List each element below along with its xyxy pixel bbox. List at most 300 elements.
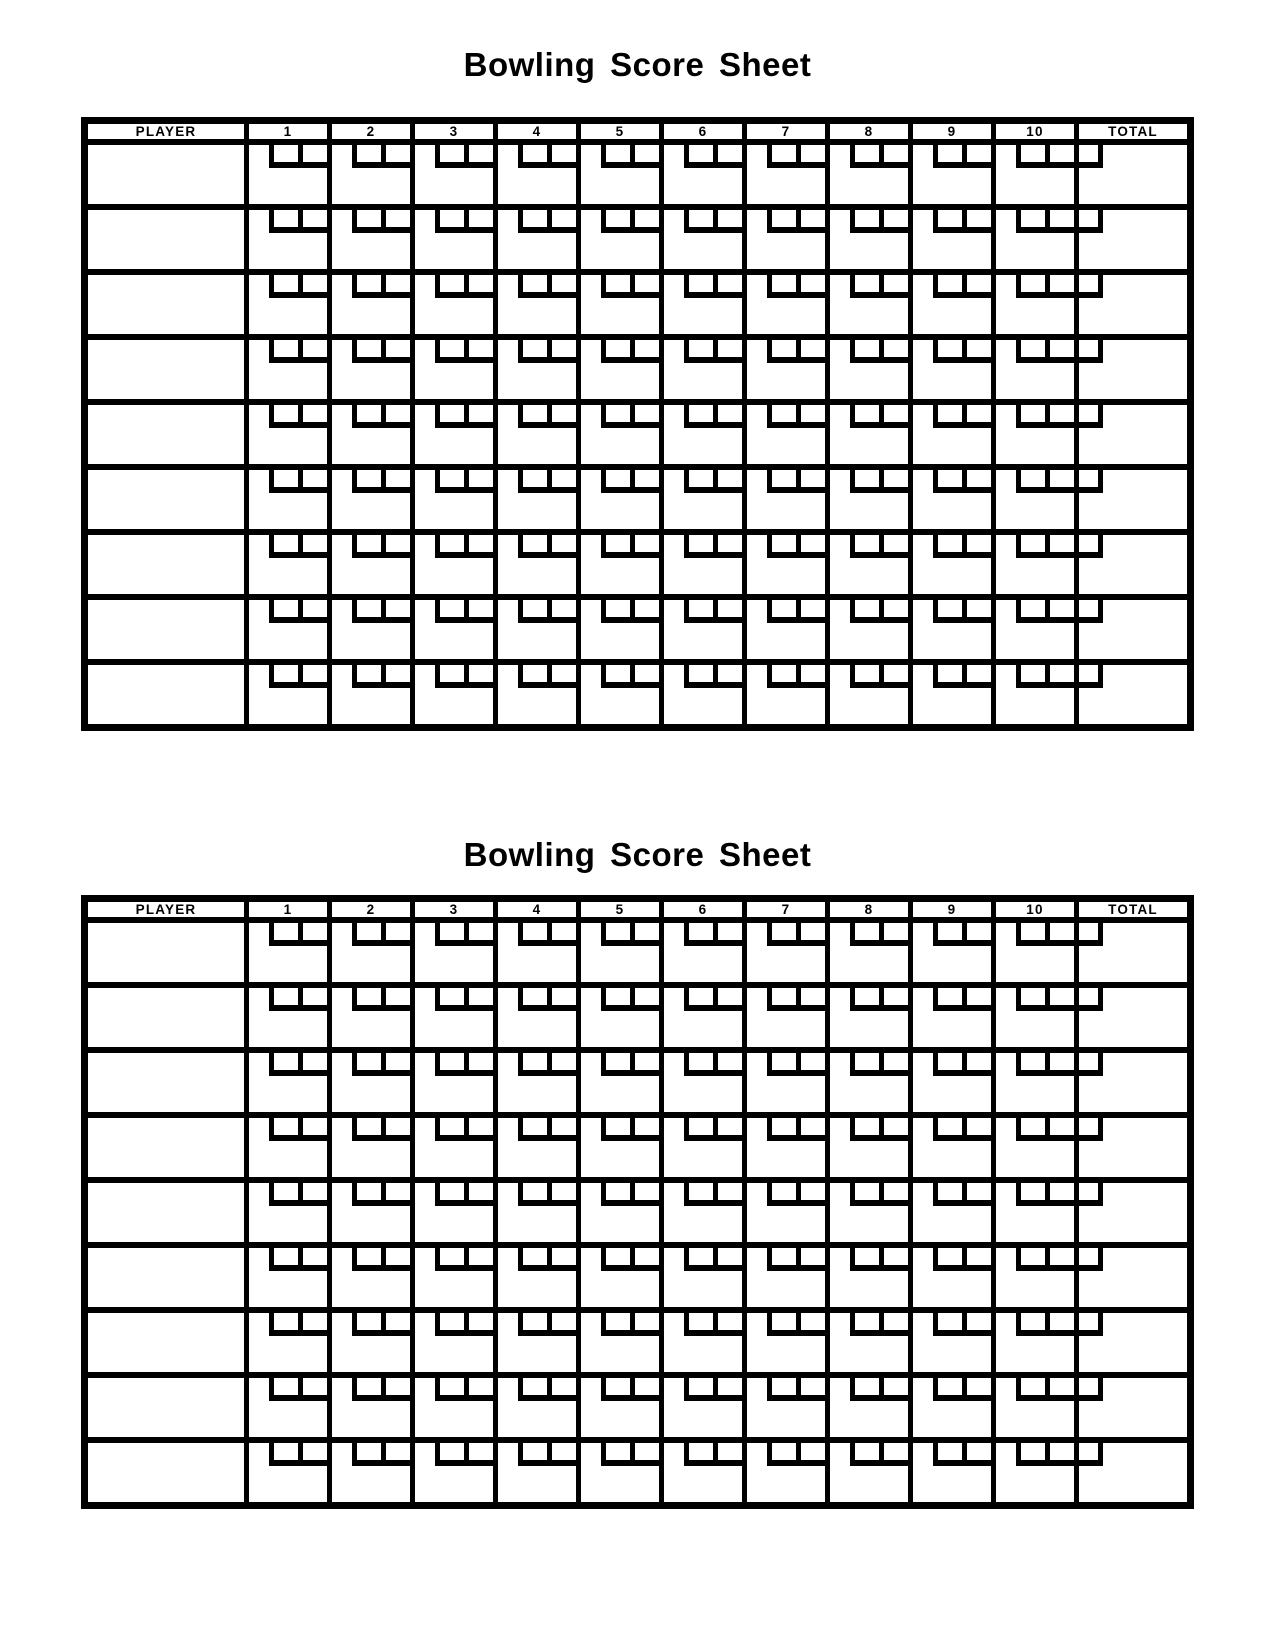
- frame-cell-6[interactable]: [662, 1180, 745, 1245]
- throw-box-1[interactable]: [1016, 405, 1045, 422]
- throw-box-2[interactable]: [464, 470, 493, 487]
- throw-box-2[interactable]: [381, 1313, 410, 1330]
- frame-cell-8[interactable]: [828, 1375, 911, 1440]
- throw-box-2[interactable]: [962, 988, 991, 1005]
- throw-box-1[interactable]: [767, 1313, 796, 1330]
- throw-box-1[interactable]: [269, 1443, 298, 1460]
- throw-box-2[interactable]: [1045, 210, 1074, 227]
- throw-box-2[interactable]: [713, 600, 742, 617]
- frame-cell-7[interactable]: [745, 272, 828, 337]
- frame-cell-4[interactable]: [496, 207, 579, 272]
- frame-cell-9[interactable]: [911, 662, 994, 728]
- frame-cell-8[interactable]: [828, 1050, 911, 1115]
- throw-box-1[interactable]: [1016, 923, 1045, 940]
- throw-box-2[interactable]: [464, 1053, 493, 1070]
- throw-box-2[interactable]: [1045, 1118, 1074, 1135]
- throw-box-2[interactable]: [630, 1313, 659, 1330]
- throw-box-1[interactable]: [850, 145, 879, 162]
- throw-box-2[interactable]: [962, 275, 991, 292]
- frame-cell-9[interactable]: [911, 1310, 994, 1375]
- frame-cell-1[interactable]: [247, 1310, 330, 1375]
- frame-cell-6[interactable]: [662, 1375, 745, 1440]
- frame-cell-5[interactable]: [579, 985, 662, 1050]
- throw-box-2[interactable]: [381, 1378, 410, 1395]
- throw-box-2[interactable]: [962, 923, 991, 940]
- frame-cell-3[interactable]: [413, 1180, 496, 1245]
- throw-box-1[interactable]: [435, 1183, 464, 1200]
- throw-box-2[interactable]: [547, 1118, 576, 1135]
- throw-box-2[interactable]: [630, 923, 659, 940]
- throw-box-1[interactable]: [684, 988, 713, 1005]
- frame-cell-7[interactable]: [745, 1050, 828, 1115]
- throw-box-1[interactable]: [269, 1248, 298, 1265]
- throw-box-1[interactable]: [767, 470, 796, 487]
- throw-box-1[interactable]: [352, 275, 381, 292]
- throw-box-1[interactable]: [269, 600, 298, 617]
- total-pin-box[interactable]: [1079, 1313, 1103, 1336]
- frame-cell-7[interactable]: [745, 142, 828, 207]
- total-pin-box[interactable]: [1079, 405, 1103, 428]
- throw-box-1[interactable]: [518, 275, 547, 292]
- player-name-cell[interactable]: [85, 337, 247, 402]
- throw-box-2[interactable]: [381, 1183, 410, 1200]
- throw-box-2[interactable]: [796, 600, 825, 617]
- player-name-cell[interactable]: [85, 1050, 247, 1115]
- frame-cell-10[interactable]: [994, 467, 1077, 532]
- frame-cell-4[interactable]: [496, 920, 579, 985]
- frame-cell-2[interactable]: [330, 272, 413, 337]
- throw-box-2[interactable]: [464, 665, 493, 682]
- throw-box-1[interactable]: [684, 600, 713, 617]
- throw-box-1[interactable]: [601, 1443, 630, 1460]
- frame-cell-5[interactable]: [579, 1245, 662, 1310]
- throw-box-2[interactable]: [630, 665, 659, 682]
- frame-cell-5[interactable]: [579, 1050, 662, 1115]
- throw-box-2[interactable]: [1045, 923, 1074, 940]
- throw-box-2[interactable]: [630, 405, 659, 422]
- throw-box-2[interactable]: [464, 988, 493, 1005]
- frame-cell-3[interactable]: [413, 1375, 496, 1440]
- throw-box-2[interactable]: [381, 405, 410, 422]
- throw-box-2[interactable]: [547, 470, 576, 487]
- player-name-cell[interactable]: [85, 532, 247, 597]
- throw-box-2[interactable]: [962, 405, 991, 422]
- throw-box-2[interactable]: [464, 1313, 493, 1330]
- throw-box-1[interactable]: [269, 923, 298, 940]
- throw-box-2[interactable]: [1045, 1443, 1074, 1460]
- throw-box-1[interactable]: [518, 145, 547, 162]
- throw-box-2[interactable]: [381, 988, 410, 1005]
- total-score-cell[interactable]: [1077, 1245, 1191, 1310]
- total-score-cell[interactable]: [1077, 1440, 1191, 1506]
- throw-box-2[interactable]: [879, 275, 908, 292]
- frame-cell-1[interactable]: [247, 402, 330, 467]
- throw-box-2[interactable]: [298, 210, 327, 227]
- throw-box-1[interactable]: [435, 1248, 464, 1265]
- throw-box-2[interactable]: [879, 1118, 908, 1135]
- frame-cell-3[interactable]: [413, 1310, 496, 1375]
- throw-box-2[interactable]: [796, 145, 825, 162]
- total-pin-box[interactable]: [1079, 1183, 1103, 1206]
- frame-cell-3[interactable]: [413, 467, 496, 532]
- throw-box-2[interactable]: [713, 665, 742, 682]
- throw-box-2[interactable]: [879, 1313, 908, 1330]
- frame-cell-3[interactable]: [413, 337, 496, 402]
- frame-cell-2[interactable]: [330, 142, 413, 207]
- throw-box-2[interactable]: [713, 988, 742, 1005]
- throw-box-1[interactable]: [767, 1118, 796, 1135]
- frame-cell-8[interactable]: [828, 272, 911, 337]
- throw-box-1[interactable]: [933, 210, 962, 227]
- frame-cell-5[interactable]: [579, 920, 662, 985]
- frame-cell-7[interactable]: [745, 207, 828, 272]
- frame-cell-8[interactable]: [828, 1440, 911, 1506]
- frame-cell-5[interactable]: [579, 532, 662, 597]
- throw-box-2[interactable]: [713, 535, 742, 552]
- throw-box-1[interactable]: [601, 275, 630, 292]
- frame-cell-2[interactable]: [330, 1180, 413, 1245]
- frame-cell-3[interactable]: [413, 1050, 496, 1115]
- throw-box-2[interactable]: [298, 665, 327, 682]
- frame-cell-6[interactable]: [662, 272, 745, 337]
- throw-box-1[interactable]: [269, 1053, 298, 1070]
- throw-box-2[interactable]: [630, 1183, 659, 1200]
- throw-box-1[interactable]: [352, 145, 381, 162]
- throw-box-2[interactable]: [796, 1118, 825, 1135]
- throw-box-1[interactable]: [269, 988, 298, 1005]
- throw-box-1[interactable]: [269, 535, 298, 552]
- throw-box-1[interactable]: [1016, 1313, 1045, 1330]
- throw-box-2[interactable]: [962, 1053, 991, 1070]
- throw-box-1[interactable]: [767, 535, 796, 552]
- throw-box-2[interactable]: [1045, 535, 1074, 552]
- frame-cell-3[interactable]: [413, 142, 496, 207]
- throw-box-1[interactable]: [767, 1053, 796, 1070]
- frame-cell-3[interactable]: [413, 920, 496, 985]
- total-score-cell[interactable]: [1077, 467, 1191, 532]
- throw-box-2[interactable]: [547, 600, 576, 617]
- frame-cell-2[interactable]: [330, 1375, 413, 1440]
- frame-cell-5[interactable]: [579, 272, 662, 337]
- throw-box-1[interactable]: [601, 210, 630, 227]
- total-score-cell[interactable]: [1077, 402, 1191, 467]
- throw-box-2[interactable]: [298, 275, 327, 292]
- frame-cell-5[interactable]: [579, 1310, 662, 1375]
- throw-box-2[interactable]: [298, 470, 327, 487]
- frame-cell-7[interactable]: [745, 1115, 828, 1180]
- throw-box-1[interactable]: [601, 1118, 630, 1135]
- throw-box-1[interactable]: [435, 923, 464, 940]
- throw-box-2[interactable]: [796, 1053, 825, 1070]
- total-score-cell[interactable]: [1077, 1375, 1191, 1440]
- frame-cell-9[interactable]: [911, 985, 994, 1050]
- player-name-cell[interactable]: [85, 1440, 247, 1506]
- throw-box-1[interactable]: [518, 535, 547, 552]
- throw-box-1[interactable]: [518, 1313, 547, 1330]
- throw-box-1[interactable]: [850, 600, 879, 617]
- throw-box-2[interactable]: [547, 1313, 576, 1330]
- throw-box-2[interactable]: [547, 210, 576, 227]
- throw-box-1[interactable]: [684, 145, 713, 162]
- throw-box-1[interactable]: [850, 1053, 879, 1070]
- frame-cell-4[interactable]: [496, 662, 579, 728]
- frame-cell-5[interactable]: [579, 207, 662, 272]
- throw-box-1[interactable]: [352, 988, 381, 1005]
- throw-box-2[interactable]: [630, 275, 659, 292]
- throw-box-1[interactable]: [435, 275, 464, 292]
- throw-box-2[interactable]: [796, 275, 825, 292]
- throw-box-1[interactable]: [352, 535, 381, 552]
- throw-box-2[interactable]: [962, 1248, 991, 1265]
- frame-cell-8[interactable]: [828, 402, 911, 467]
- throw-box-2[interactable]: [464, 1183, 493, 1200]
- player-name-cell[interactable]: [85, 402, 247, 467]
- throw-box-1[interactable]: [435, 988, 464, 1005]
- throw-box-1[interactable]: [435, 665, 464, 682]
- frame-cell-8[interactable]: [828, 532, 911, 597]
- frame-cell-10[interactable]: [994, 985, 1077, 1050]
- total-pin-box[interactable]: [1079, 535, 1103, 558]
- throw-box-1[interactable]: [850, 340, 879, 357]
- throw-box-2[interactable]: [298, 405, 327, 422]
- throw-box-1[interactable]: [1016, 600, 1045, 617]
- throw-box-2[interactable]: [464, 923, 493, 940]
- throw-box-1[interactable]: [601, 1183, 630, 1200]
- frame-cell-9[interactable]: [911, 1440, 994, 1506]
- throw-box-2[interactable]: [298, 1183, 327, 1200]
- frame-cell-8[interactable]: [828, 1310, 911, 1375]
- throw-box-2[interactable]: [630, 535, 659, 552]
- frame-cell-7[interactable]: [745, 662, 828, 728]
- frame-cell-10[interactable]: [994, 402, 1077, 467]
- total-pin-box[interactable]: [1079, 275, 1103, 298]
- frame-cell-3[interactable]: [413, 597, 496, 662]
- throw-box-1[interactable]: [435, 405, 464, 422]
- throw-box-2[interactable]: [879, 923, 908, 940]
- throw-box-1[interactable]: [767, 600, 796, 617]
- throw-box-1[interactable]: [601, 1053, 630, 1070]
- throw-box-2[interactable]: [630, 470, 659, 487]
- throw-box-1[interactable]: [850, 1313, 879, 1330]
- frame-cell-10[interactable]: [994, 1180, 1077, 1245]
- throw-box-1[interactable]: [435, 1313, 464, 1330]
- throw-box-1[interactable]: [684, 665, 713, 682]
- total-pin-box[interactable]: [1079, 340, 1103, 363]
- frame-cell-6[interactable]: [662, 662, 745, 728]
- throw-box-2[interactable]: [547, 1443, 576, 1460]
- total-pin-box[interactable]: [1079, 600, 1103, 623]
- throw-box-1[interactable]: [684, 1443, 713, 1460]
- throw-box-2[interactable]: [1045, 1378, 1074, 1395]
- frame-cell-4[interactable]: [496, 1440, 579, 1506]
- throw-box-1[interactable]: [435, 535, 464, 552]
- throw-box-2[interactable]: [298, 988, 327, 1005]
- frame-cell-8[interactable]: [828, 662, 911, 728]
- frame-cell-6[interactable]: [662, 920, 745, 985]
- frame-cell-5[interactable]: [579, 1180, 662, 1245]
- throw-box-2[interactable]: [547, 535, 576, 552]
- throw-box-2[interactable]: [464, 600, 493, 617]
- player-name-cell[interactable]: [85, 1115, 247, 1180]
- total-score-cell[interactable]: [1077, 337, 1191, 402]
- throw-box-1[interactable]: [435, 210, 464, 227]
- throw-box-1[interactable]: [352, 1053, 381, 1070]
- throw-box-1[interactable]: [933, 923, 962, 940]
- throw-box-2[interactable]: [1045, 665, 1074, 682]
- throw-box-2[interactable]: [962, 340, 991, 357]
- throw-box-1[interactable]: [767, 1443, 796, 1460]
- throw-box-2[interactable]: [381, 210, 410, 227]
- frame-cell-8[interactable]: [828, 1115, 911, 1180]
- throw-box-1[interactable]: [518, 1053, 547, 1070]
- throw-box-2[interactable]: [630, 988, 659, 1005]
- frame-cell-6[interactable]: [662, 337, 745, 402]
- throw-box-2[interactable]: [381, 923, 410, 940]
- frame-cell-3[interactable]: [413, 662, 496, 728]
- throw-box-1[interactable]: [850, 1248, 879, 1265]
- throw-box-2[interactable]: [713, 145, 742, 162]
- throw-box-2[interactable]: [547, 405, 576, 422]
- frame-cell-5[interactable]: [579, 1375, 662, 1440]
- throw-box-2[interactable]: [1045, 470, 1074, 487]
- throw-box-2[interactable]: [381, 1118, 410, 1135]
- throw-box-2[interactable]: [962, 665, 991, 682]
- throw-box-2[interactable]: [381, 340, 410, 357]
- throw-box-1[interactable]: [601, 470, 630, 487]
- frame-cell-3[interactable]: [413, 207, 496, 272]
- frame-cell-9[interactable]: [911, 1375, 994, 1440]
- total-pin-box[interactable]: [1079, 988, 1103, 1011]
- throw-box-2[interactable]: [630, 1378, 659, 1395]
- throw-box-1[interactable]: [933, 145, 962, 162]
- player-name-cell[interactable]: [85, 467, 247, 532]
- throw-box-1[interactable]: [850, 1183, 879, 1200]
- frame-cell-9[interactable]: [911, 1245, 994, 1310]
- throw-box-1[interactable]: [767, 923, 796, 940]
- throw-box-1[interactable]: [850, 1378, 879, 1395]
- frame-cell-2[interactable]: [330, 207, 413, 272]
- frame-cell-4[interactable]: [496, 142, 579, 207]
- throw-box-1[interactable]: [684, 1183, 713, 1200]
- frame-cell-3[interactable]: [413, 985, 496, 1050]
- throw-box-2[interactable]: [879, 1183, 908, 1200]
- frame-cell-3[interactable]: [413, 532, 496, 597]
- throw-box-2[interactable]: [1045, 1313, 1074, 1330]
- frame-cell-6[interactable]: [662, 1310, 745, 1375]
- total-score-cell[interactable]: [1077, 272, 1191, 337]
- frame-cell-10[interactable]: [994, 532, 1077, 597]
- frame-cell-9[interactable]: [911, 467, 994, 532]
- throw-box-1[interactable]: [269, 145, 298, 162]
- throw-box-2[interactable]: [1045, 600, 1074, 617]
- frame-cell-7[interactable]: [745, 1440, 828, 1506]
- frame-cell-1[interactable]: [247, 142, 330, 207]
- throw-box-1[interactable]: [601, 535, 630, 552]
- frame-cell-6[interactable]: [662, 207, 745, 272]
- frame-cell-9[interactable]: [911, 532, 994, 597]
- frame-cell-1[interactable]: [247, 1375, 330, 1440]
- throw-box-2[interactable]: [1045, 275, 1074, 292]
- throw-box-1[interactable]: [933, 1443, 962, 1460]
- total-score-cell[interactable]: [1077, 1115, 1191, 1180]
- frame-cell-1[interactable]: [247, 662, 330, 728]
- throw-box-2[interactable]: [713, 470, 742, 487]
- frame-cell-5[interactable]: [579, 142, 662, 207]
- throw-box-1[interactable]: [684, 1378, 713, 1395]
- throw-box-2[interactable]: [547, 1378, 576, 1395]
- frame-cell-2[interactable]: [330, 467, 413, 532]
- player-name-cell[interactable]: [85, 1310, 247, 1375]
- throw-box-2[interactable]: [547, 665, 576, 682]
- throw-box-1[interactable]: [435, 1118, 464, 1135]
- throw-box-2[interactable]: [547, 145, 576, 162]
- total-pin-box[interactable]: [1079, 145, 1103, 168]
- throw-box-1[interactable]: [933, 1118, 962, 1135]
- throw-box-2[interactable]: [547, 923, 576, 940]
- throw-box-2[interactable]: [298, 1378, 327, 1395]
- throw-box-2[interactable]: [1045, 340, 1074, 357]
- frame-cell-7[interactable]: [745, 467, 828, 532]
- throw-box-1[interactable]: [518, 1378, 547, 1395]
- throw-box-1[interactable]: [1016, 1248, 1045, 1265]
- throw-box-1[interactable]: [601, 600, 630, 617]
- throw-box-2[interactable]: [464, 340, 493, 357]
- throw-box-2[interactable]: [962, 1443, 991, 1460]
- throw-box-2[interactable]: [1045, 1183, 1074, 1200]
- frame-cell-3[interactable]: [413, 1245, 496, 1310]
- throw-box-2[interactable]: [962, 210, 991, 227]
- throw-box-2[interactable]: [879, 405, 908, 422]
- throw-box-1[interactable]: [518, 665, 547, 682]
- total-score-cell[interactable]: [1077, 1310, 1191, 1375]
- frame-cell-5[interactable]: [579, 402, 662, 467]
- throw-box-2[interactable]: [879, 600, 908, 617]
- throw-box-2[interactable]: [713, 1118, 742, 1135]
- throw-box-2[interactable]: [713, 340, 742, 357]
- frame-cell-9[interactable]: [911, 1180, 994, 1245]
- frame-cell-10[interactable]: [994, 1440, 1077, 1506]
- throw-box-2[interactable]: [796, 1183, 825, 1200]
- throw-box-1[interactable]: [684, 340, 713, 357]
- total-pin-box[interactable]: [1079, 923, 1103, 946]
- throw-box-1[interactable]: [767, 1378, 796, 1395]
- throw-box-2[interactable]: [381, 145, 410, 162]
- throw-box-1[interactable]: [1016, 145, 1045, 162]
- frame-cell-3[interactable]: [413, 1440, 496, 1506]
- throw-box-1[interactable]: [435, 145, 464, 162]
- player-name-cell[interactable]: [85, 1245, 247, 1310]
- frame-cell-4[interactable]: [496, 1310, 579, 1375]
- throw-box-2[interactable]: [879, 535, 908, 552]
- throw-box-1[interactable]: [269, 275, 298, 292]
- throw-box-1[interactable]: [435, 470, 464, 487]
- frame-cell-5[interactable]: [579, 597, 662, 662]
- frame-cell-5[interactable]: [579, 1440, 662, 1506]
- frame-cell-1[interactable]: [247, 1180, 330, 1245]
- throw-box-1[interactable]: [933, 405, 962, 422]
- frame-cell-5[interactable]: [579, 662, 662, 728]
- frame-cell-7[interactable]: [745, 1310, 828, 1375]
- frame-cell-9[interactable]: [911, 337, 994, 402]
- throw-box-1[interactable]: [352, 340, 381, 357]
- throw-box-1[interactable]: [518, 470, 547, 487]
- frame-cell-8[interactable]: [828, 467, 911, 532]
- throw-box-2[interactable]: [962, 1183, 991, 1200]
- throw-box-1[interactable]: [352, 405, 381, 422]
- throw-box-2[interactable]: [879, 210, 908, 227]
- throw-box-2[interactable]: [879, 470, 908, 487]
- frame-cell-7[interactable]: [745, 337, 828, 402]
